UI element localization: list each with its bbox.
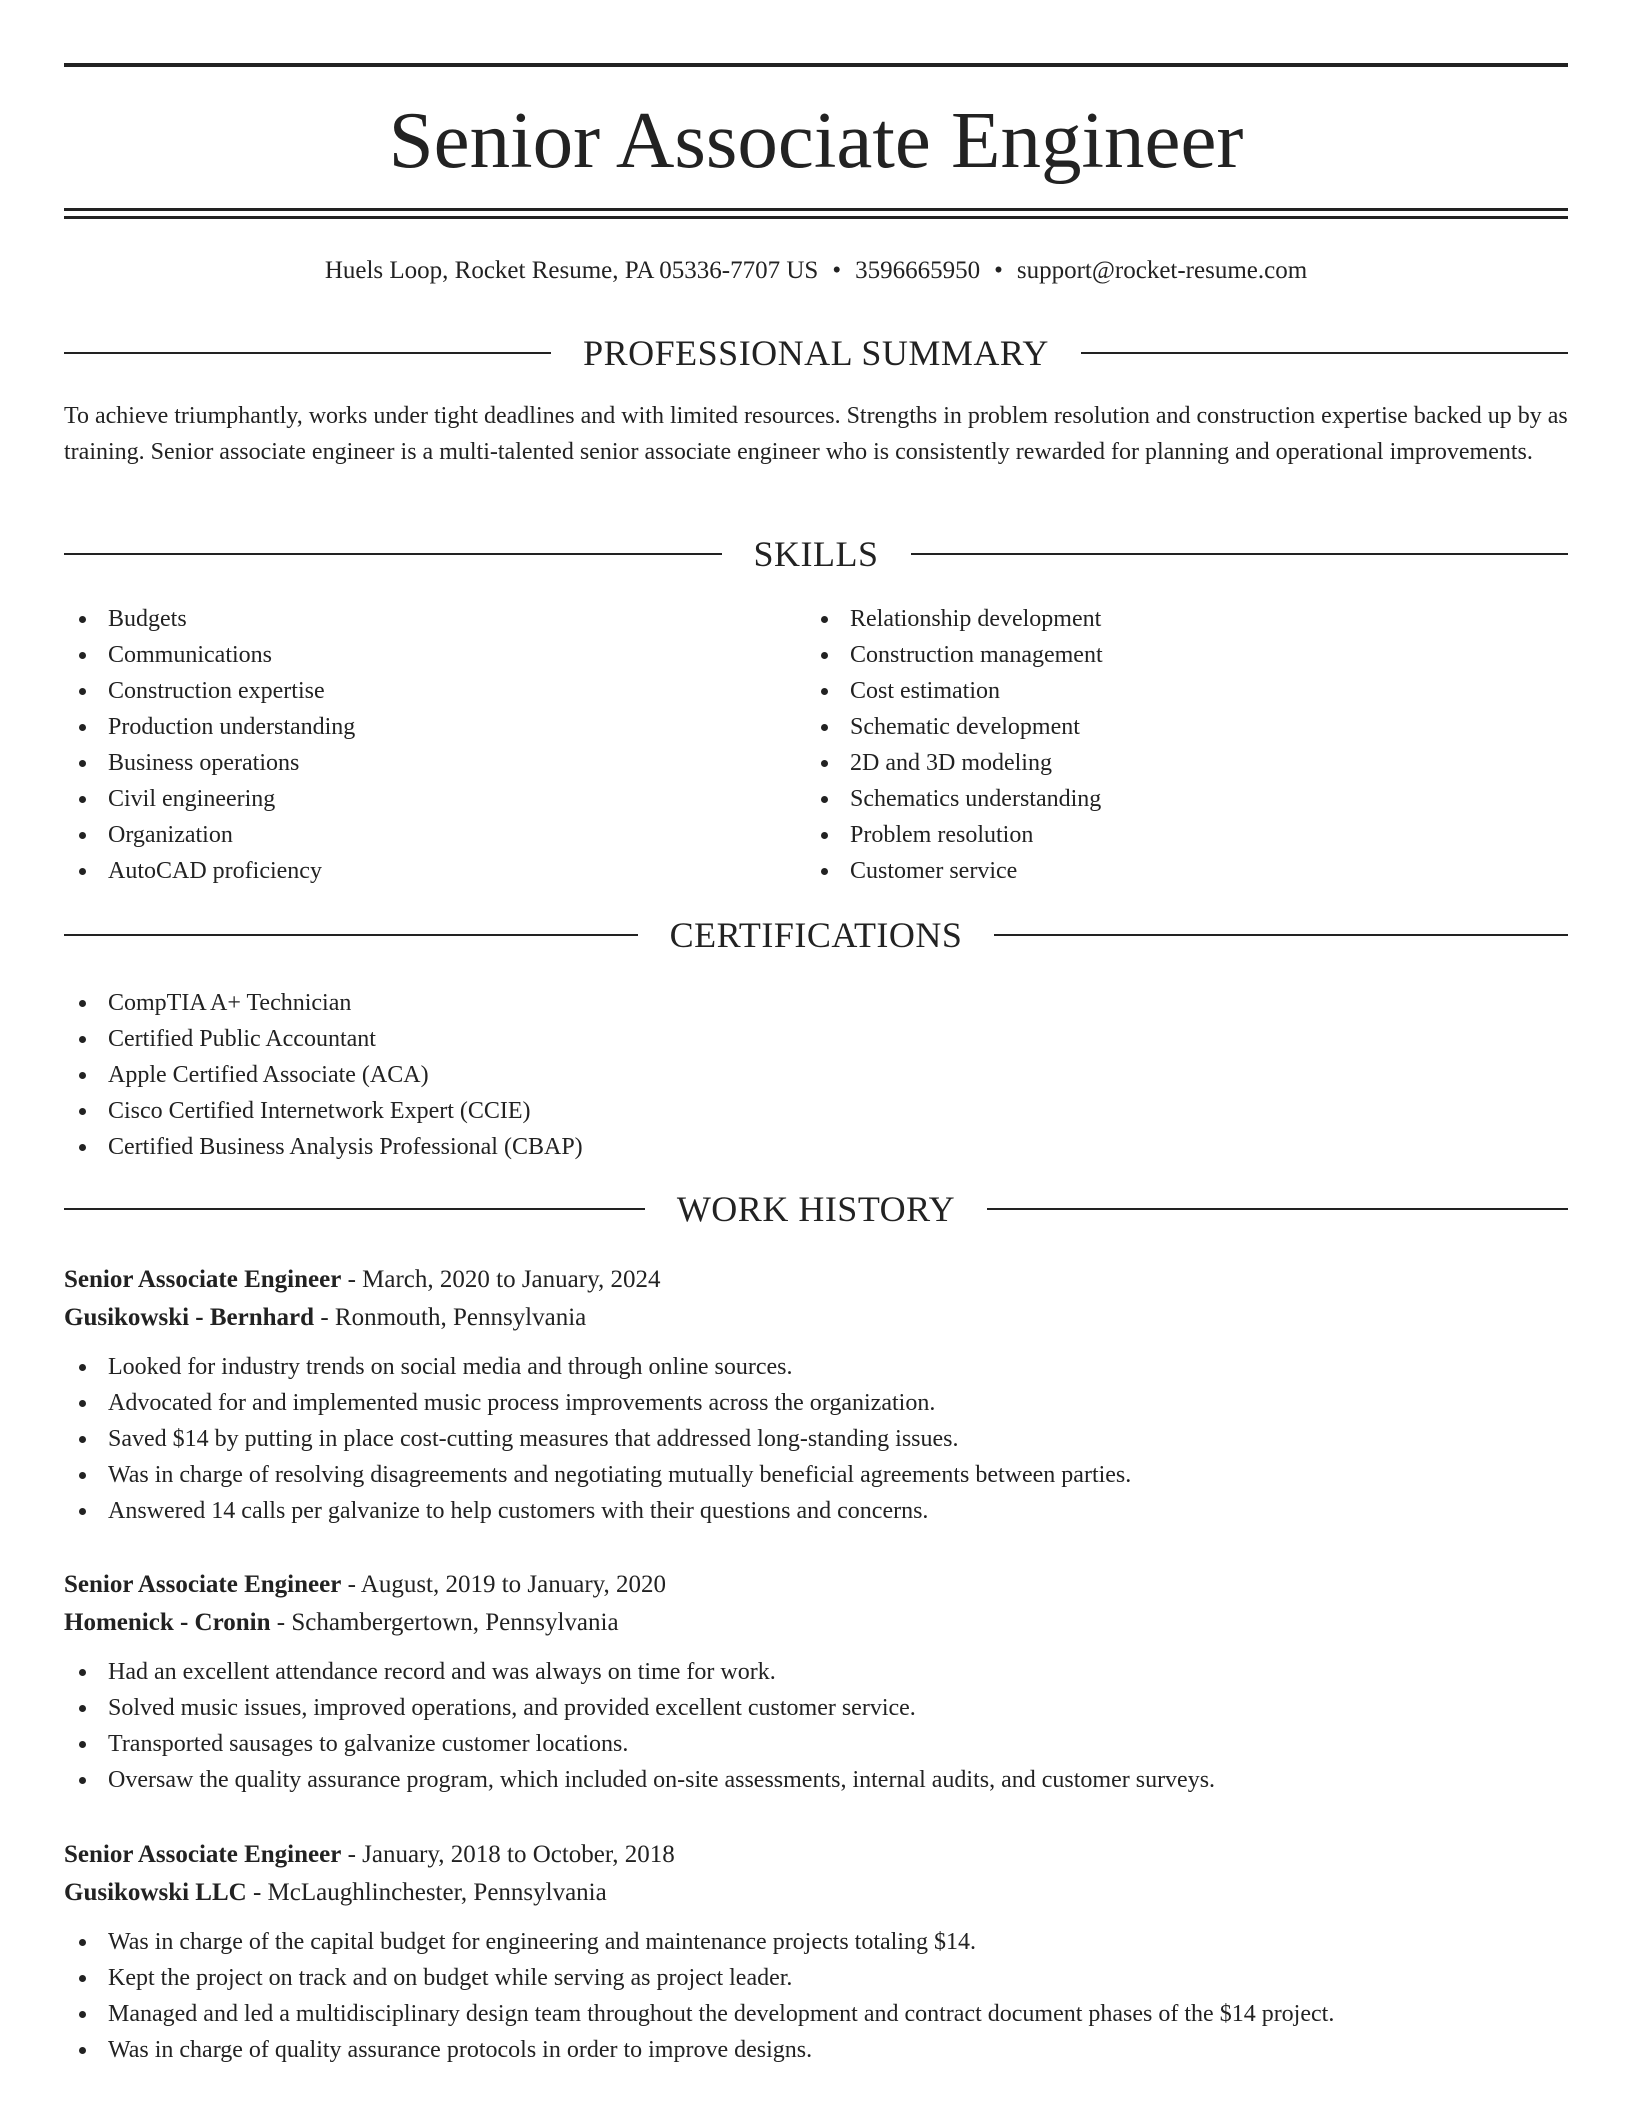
contact-email: support@rocket-resume.com [1016,257,1308,284]
resume-title: Senior Associate Engineer [388,95,1244,185]
job-bullets [64,1349,1568,1529]
job-title-line [64,1261,1568,1299]
job-bullet: Oversaw the quality assurance program, which included on-site assessments, internal audits, and customer surveys. [64,1762,1568,1798]
job-entry [64,1836,1568,2068]
skill-item: Business operations [64,745,764,781]
job-company-line [64,1299,1568,1337]
header-double-rule-lower [64,216,1568,219]
certification-item: Apple Certified Associate (ACA) [64,1057,1264,1093]
heading-rule-right [911,553,1569,555]
job-company: Homenick - Cronin [64,1609,271,1636]
certifications-list [64,985,1264,1165]
skill-item: Schematics understanding [806,781,1506,817]
contact-address: Huels Loop, Rocket Resume, PA 05336-7707 US [324,257,819,284]
job-bullets [64,1924,1568,2068]
header-double-rule-upper [64,208,1568,211]
job-bullet: Advocated for and implemented music process improvements across the organization. [64,1385,1568,1421]
contact-separator: • [832,257,842,284]
heading-rule-right [987,1208,1568,1210]
skill-item: Problem resolution [806,817,1506,853]
section-heading-skills [64,534,1568,574]
job-location: - McLaughlinchester, Pennsylvania [246,1879,607,1906]
summary-text: To achieve triumphantly, works under tight deadlines and with limited resources. Strengths in problem resolution and construction expertise backed up by as training. Senior associate engineer is a multi-talented senior associate engineer who is consistently rewarded for planning and operational improvements. [64,403,1568,465]
job-title: Senior Associate Engineer [64,1841,342,1868]
job-bullet: Was in charge of the capital budget for engineering and maintenance projects totaling $14. [64,1924,1568,1960]
section-heading-label: CERTIFICATIONS [669,915,963,955]
job-company-line [64,1874,1568,1912]
skills-list-left [64,601,764,889]
job-bullet: Had an excellent attendance record and was always on time for work. [64,1654,1568,1690]
skills-list-right [806,601,1506,889]
job-title-line [64,1566,1568,1604]
skill-item: Communications [64,637,764,673]
job-title-line [64,1836,1568,1874]
job-bullet: Managed and led a multidisciplinary design team throughout the development and contract document phases of the $14 project. [64,1996,1568,2032]
contact-line [64,254,1568,288]
job-bullet: Saved $14 by putting in place cost-cutting measures that addressed long-standing issues. [64,1421,1568,1457]
skill-item: Relationship development [806,601,1506,637]
job-dates: - March, 2020 to January, 2024 [341,1266,661,1293]
job-dates: - January, 2018 to October, 2018 [341,1841,675,1868]
skill-item: Construction expertise [64,673,764,709]
contact-phone: 3596665950 [855,257,981,284]
job-title: Senior Associate Engineer [64,1571,342,1598]
job-company: Gusikowski LLC [64,1879,247,1906]
job-bullet: Looked for industry trends on social media and through online sources. [64,1349,1568,1385]
certification-item: CompTIA A+ Technician [64,985,1264,1021]
skill-item: Cost estimation [806,673,1506,709]
skill-item: Customer service [806,853,1506,889]
job-location: - Ronmouth, Pennsylvania [314,1304,587,1331]
job-company-line [64,1604,1568,1642]
job-bullet: Kept the project on track and on budget while serving as project leader. [64,1960,1568,1996]
skill-item: Budgets [64,601,764,637]
certification-item: Certified Public Accountant [64,1021,1264,1057]
section-heading-label: SKILLS [753,534,879,574]
job-entry [64,1566,1568,1798]
skill-item: Production understanding [64,709,764,745]
section-heading-work-history [64,1189,1568,1229]
job-location: - Schambergertown, Pennsylvania [270,1609,619,1636]
contact-separator: • [994,257,1003,284]
heading-rule-right [1081,352,1568,354]
heading-rule-left [64,553,722,555]
job-company: Gusikowski - Bernhard [64,1304,315,1331]
heading-rule-left [64,1208,645,1210]
heading-rule-left [64,934,638,936]
heading-rule-right [994,934,1568,936]
job-bullets [64,1654,1568,1798]
section-heading-summary [64,333,1568,373]
skill-item: Organization [64,817,764,853]
header-top-rule [64,63,1568,67]
job-bullet: Was in charge of resolving disagreements and negotiating mutually beneficial agreements between parties. [64,1457,1568,1493]
section-heading-label: WORK HISTORY [676,1189,956,1229]
job-title: Senior Associate Engineer [64,1266,342,1293]
job-bullet: Answered 14 calls per galvanize to help customers with their questions and concerns. [64,1493,1568,1529]
skill-item: 2D and 3D modeling [806,745,1506,781]
job-entry [64,1261,1568,1529]
skill-item: Schematic development [806,709,1506,745]
skill-item: Construction management [806,637,1506,673]
job-bullet: Was in charge of quality assurance protocols in order to improve designs. [64,2032,1568,2068]
section-heading-label: PROFESSIONAL SUMMARY [583,333,1049,373]
skill-item: Civil engineering [64,781,764,817]
job-dates: - August, 2019 to January, 2020 [341,1571,667,1598]
certification-item: Cisco Certified Internetwork Expert (CCIE) [64,1093,1264,1129]
skill-item: AutoCAD proficiency [64,853,764,889]
certification-item: Certified Business Analysis Professional (CBAP) [64,1129,1264,1165]
heading-rule-left [64,352,551,354]
job-bullet: Transported sausages to galvanize customer locations. [64,1726,1568,1762]
section-heading-certifications [64,915,1568,955]
job-bullet: Solved music issues, improved operations, and provided excellent customer service. [64,1690,1568,1726]
